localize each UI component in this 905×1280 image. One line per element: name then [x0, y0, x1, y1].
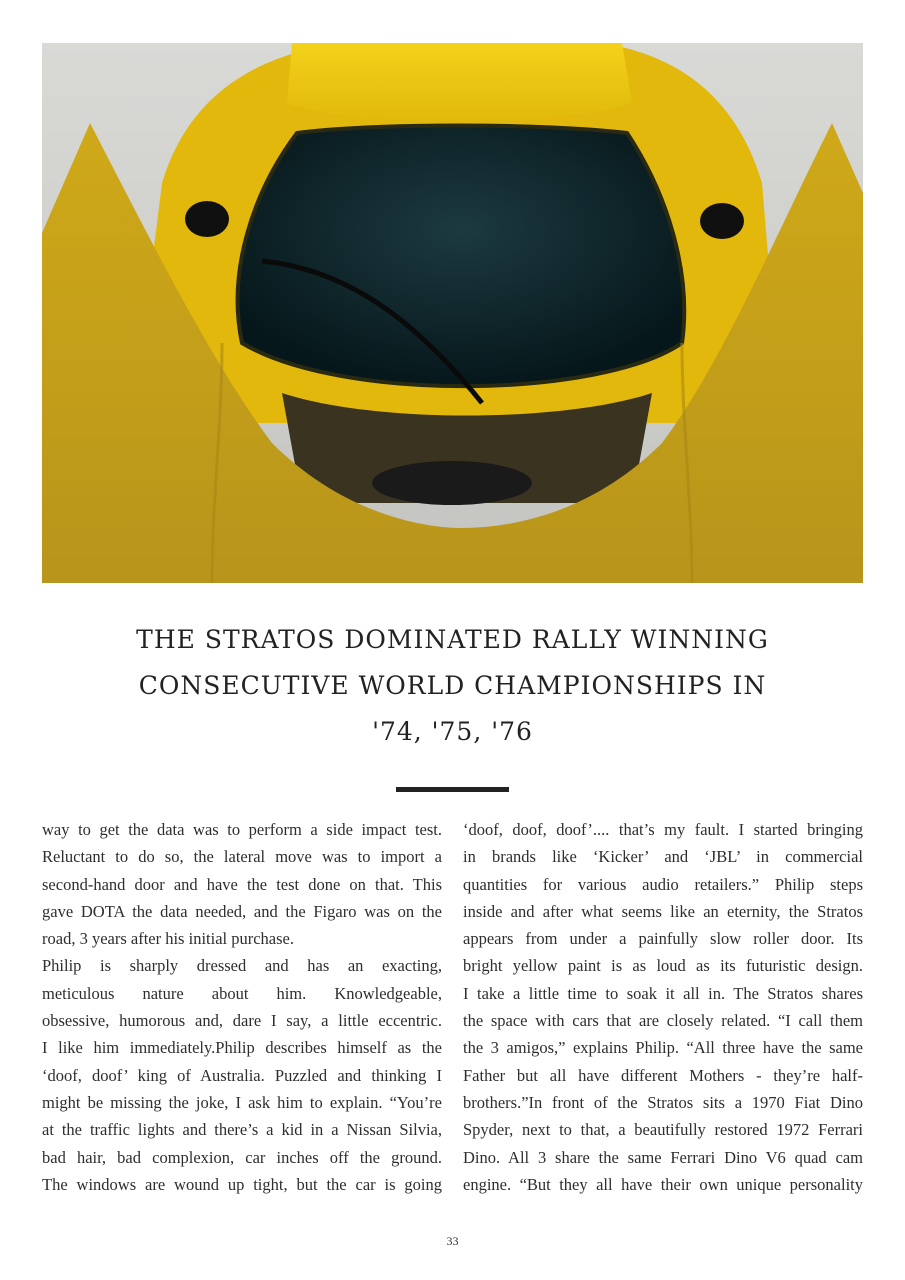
pull-quote-headline — [60, 617, 845, 755]
body-line: bad hair, bad complexion, car inches off the ground. — [42, 1147, 442, 1167]
body-line: I take a little time to soak it all in. The Stratos shares — [463, 983, 863, 1003]
body-line: engine. “But they all have their own unique personality — [463, 1174, 863, 1194]
body-line: might be missing the joke, I ask him to explain. “You’re — [42, 1092, 442, 1112]
spare-wheel — [372, 461, 532, 505]
headline-divider — [396, 787, 509, 792]
body-line: I like him immediately.Philip describes himself as the — [42, 1038, 442, 1058]
car-photo — [42, 43, 863, 583]
body-line: road, 3 years after his initial purchase. — [42, 929, 294, 949]
body-line: brothers.”In front of the Stratos sits a 1970 Fiat Dino — [463, 1092, 863, 1112]
body-line: at the traffic lights and there’s a kid in a Nissan Silvia, — [42, 1120, 442, 1140]
body-line: obsessive, humorous and, dare I say, a little eccentric. — [42, 1011, 442, 1031]
windscreen — [238, 126, 685, 387]
body-line: ‘doof, doof, doof’.... that’s my fault. I started bringing — [463, 820, 863, 839]
body-line: ‘doof, doof’ king of Australia. Puzzled and thinking I — [42, 1065, 442, 1085]
car-roof — [287, 43, 632, 122]
body-column-left — [42, 816, 442, 1198]
body-line: Dino. All 3 share the same Ferrari Dino V6 quad cam — [463, 1147, 863, 1167]
body-line: the 3 amigos,” explains Philip. “All three have the same — [463, 1038, 863, 1058]
body-line: second-hand door and have the test done on that. This — [42, 874, 442, 894]
body-line: Father but all have different Mothers - they’re half- — [463, 1065, 863, 1085]
body-line: meticulous nature about him. Knowledgeable, — [42, 983, 442, 1003]
headline-line: CONSECUTIVE WORLD CHAMPIONSHIPS IN — [138, 671, 767, 700]
body-line: in brands like ‘Kicker’ and ‘JBL’ in commercial — [463, 847, 863, 867]
mirror-right — [700, 203, 744, 239]
body-line: Reluctant to do so, the lateral move was to import a — [42, 847, 442, 867]
body-line: Spyder, next to that, a beautifully restored 1972 Ferrari — [463, 1120, 863, 1140]
body-line: Philip is sharply dressed and has an exacting, — [42, 956, 442, 976]
headline-line: '74, '75, '76 — [372, 717, 533, 746]
body-line: quantities for various audio retailers.” Philip steps — [463, 874, 863, 894]
body-line: inside and after what seems like an eternity, the Stratos — [463, 901, 863, 921]
body-line: The windows are wound up tight, but the car is going — [42, 1174, 442, 1194]
body-line: gave DOTA the data needed, and the Figaro was on the — [42, 901, 442, 921]
mirror-left — [185, 201, 229, 237]
body-column-right — [463, 816, 863, 1198]
hero-photo — [42, 43, 863, 583]
body-line: the space with cars that are closely related. “I call them — [463, 1011, 863, 1031]
headline-line: THE STRATOS DOMINATED RALLY WINNING — [136, 625, 769, 654]
page-number: 33 — [446, 1234, 459, 1248]
body-line: way to get the data was to perform a side impact test. — [42, 820, 442, 839]
body-line: appears from under a painfully slow roller door. Its — [463, 929, 863, 949]
body-line: bright yellow paint is as loud as its futuristic design. — [463, 956, 863, 976]
